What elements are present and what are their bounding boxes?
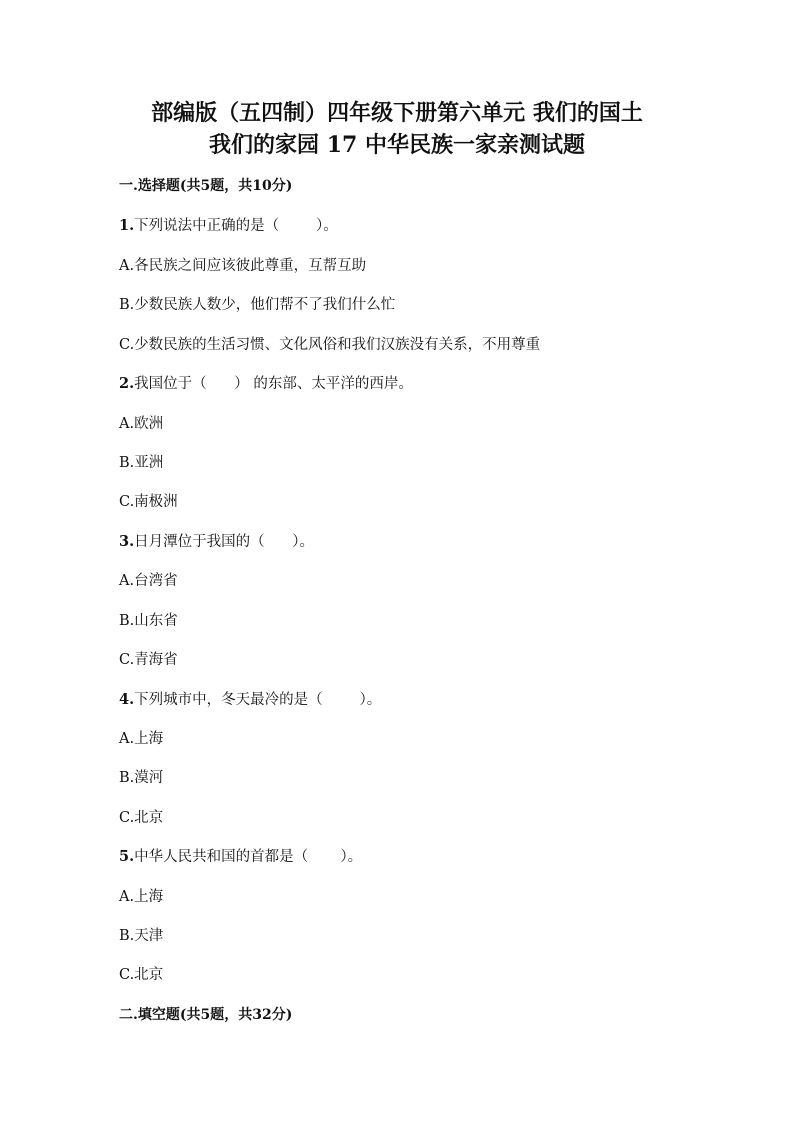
question-number: 5. <box>119 848 135 865</box>
question-number: 4. <box>119 691 135 708</box>
question-text: 下列说法中正确的是（ ）。 <box>134 218 338 234</box>
question-1-option-c: C.少数民族的生活习惯、文化风俗和我们汉族没有关系，不用尊重 <box>119 337 541 353</box>
page-title-line-2: 我们的家园 17 中华民族一家亲测试题 <box>209 132 585 158</box>
question-3 <box>119 532 314 552</box>
question-3-option-a: A.台湾省 <box>119 573 178 589</box>
question-4-option-a: A.上海 <box>119 731 164 747</box>
question-4 <box>119 690 381 710</box>
question-1-option-b: B.少数民族人数少，他们帮不了我们什么忙 <box>119 297 396 313</box>
question-5-option-a: A.上海 <box>119 889 164 905</box>
question-2-option-a: A.欧洲 <box>119 416 164 432</box>
question-text: 日月潭位于我国的（ ）。 <box>134 534 315 550</box>
question-5-option-b: B.天津 <box>119 928 164 944</box>
question-text: 中华人民共和国的首都是（ ）。 <box>134 849 363 865</box>
question-1-option-a: A.各民族之间应该彼此尊重，互帮互助 <box>119 258 367 274</box>
question-text: 下列城市中，冬天最冷的是（ ）。 <box>134 692 382 708</box>
question-1 <box>119 216 338 236</box>
question-3-option-b: B.山东省 <box>119 613 178 629</box>
question-number: 3. <box>119 533 135 550</box>
section-heading-fill-in: 二.填空题(共5题，共32分) <box>119 1007 293 1023</box>
question-number: 2. <box>119 375 135 392</box>
question-4-option-c: C.北京 <box>119 810 164 826</box>
page-title-line-1: 部编版（五四制）四年级下册第六单元 我们的国土 <box>151 100 643 126</box>
question-3-option-c: C.青海省 <box>119 652 178 668</box>
question-2 <box>119 374 413 394</box>
question-4-option-b: B.漠河 <box>119 770 164 786</box>
question-5 <box>119 847 362 867</box>
question-2-option-c: C.南极洲 <box>119 494 178 510</box>
question-5-option-c: C.北京 <box>119 967 164 983</box>
question-number: 1. <box>119 217 135 234</box>
section-heading-choice: 一.选择题(共5题，共10分) <box>119 178 293 194</box>
question-2-option-b: B.亚洲 <box>119 455 164 471</box>
question-text: 我国位于（ ） 的东部、太平洋的西岸。 <box>134 376 413 392</box>
